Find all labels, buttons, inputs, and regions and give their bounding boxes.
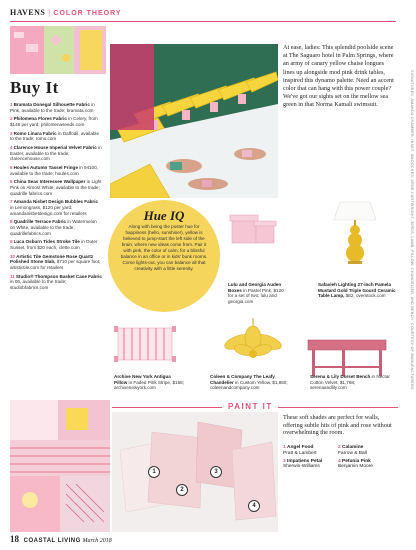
buy-it-item-number: 2 [10, 116, 13, 122]
buy-it-item-title: Clarence House Imperial Velvet Fabric [13, 145, 97, 151]
buy-it-item-detail: in Easter, available to the trade; clarencehouse.com [10, 145, 102, 162]
buy-it-item [10, 179, 102, 196]
leafy-chandelier-image [222, 318, 284, 368]
paint-item-number: 1 [283, 445, 286, 450]
paint-item-name: Petunia Pink [342, 458, 371, 464]
paint-item [283, 445, 338, 457]
buy-it-item-title: Quadrille Terrace Fabric [13, 219, 67, 225]
page-number: 18 [10, 534, 19, 544]
paint-item [283, 459, 338, 471]
buy-it-item [10, 116, 102, 127]
buy-it-item [10, 131, 102, 142]
striped-pillow-image [112, 322, 178, 366]
buy-it-item [10, 165, 102, 176]
paint-it-rule-left [112, 407, 222, 408]
paint-item [338, 459, 393, 471]
buy-it-item-detail: $710 per square foot; artistictile.com for retailers [10, 259, 101, 270]
fabric-swatches-bottom [10, 400, 110, 532]
paint-item-number: 2 [338, 445, 341, 450]
buy-it-item-detail: in Daffodil, available to the trade; romo.com [10, 130, 100, 142]
header-separator: | [48, 8, 51, 17]
buy-it-item [10, 254, 102, 271]
paint-swatch-number-1: 1 [148, 466, 160, 478]
buy-it-item-title: Philomena Flores Fabric [13, 116, 67, 122]
product-caption-bench: Serena & Lily Dorset Bench in Nectar Cotton Velvet, $1,798; serenaandlily.com [310, 374, 390, 391]
product-caption-pillow: Archive New York Antigua Pillow in Faded Pink Stripe, $168; archivenewyork.com [114, 374, 184, 391]
paint-item [338, 445, 393, 457]
buy-it-item-number: 1 [10, 102, 13, 107]
buy-it-item-title: Houles Autumn Tassel Fringe [13, 165, 78, 171]
pool-caption: At ease, ladies: This splendid poolside scene at The Saguaro hotel in Palm Springs, where an army of canary yellow chaise longues lines up alongside mod pink drink tables, inspired this dynamo palette. Need an accent color that can hang with this power couple? We've got our sights set on the mellow sea green in that Norma Kamali swimsuit. [283, 44, 394, 109]
paint-it-list [283, 445, 397, 472]
fabric-swatches-top [10, 26, 106, 74]
buy-it-item-title: Romo Linara Fabric [13, 130, 57, 136]
pink-bench-image [306, 336, 388, 378]
buy-it-item-number: 4 [10, 145, 13, 151]
brand-label: HAVENS [10, 8, 46, 17]
header-rule [10, 21, 396, 22]
paint-item-brand: Farrow & Ball [338, 450, 367, 456]
buy-it-item-detail: in 94100, available to the trade; houles.com [10, 165, 99, 176]
buy-it-item-detail: in Light Pink on Almost White, available to the trade; quadrille fabrics.com [10, 179, 102, 196]
paint-swatch-number-3: 3 [210, 466, 222, 478]
buy-it-item-detail: in Outer Sunset, from $20 each; clette.com [10, 239, 98, 250]
buy-it-item-number: 5 [10, 165, 13, 171]
hue-iq-circle [108, 200, 220, 312]
buy-it-item [10, 145, 102, 162]
magazine-name: COASTAL LIVING [23, 538, 81, 544]
pink-boxes-image [228, 205, 278, 251]
buy-it-list [10, 78, 102, 294]
hue-iq-title: Hue IQ [143, 208, 185, 223]
paint-item-name: Angel Food [287, 445, 314, 450]
buy-it-item [10, 199, 102, 216]
buy-it-item-number: 3 [10, 130, 13, 136]
product-caption-lamp: Safavieh Lighting 27-inch Pamela Mustard Gold Triple Gourd Ceramic Table Lamp, $82; overstock.com [318, 282, 396, 299]
section-label: COLOR THEORY [53, 10, 122, 17]
paint-swatches-image [112, 412, 278, 532]
buy-it-item-number: 7 [10, 199, 13, 205]
buy-it-item-number: 11 [10, 273, 15, 279]
buy-it-item-title: China Seas Interessee Wallpaper [13, 179, 86, 185]
buy-it-item-title: Studio® Thompson Basket Case Fabric [15, 273, 102, 279]
buy-it-item [10, 239, 102, 250]
yellow-gourd-lamp-image [330, 200, 380, 264]
buy-it-item-detail: in Pink, available to the trade; bramata.com [10, 102, 95, 113]
buy-it-item-title: Bramata Donegal Silhouette Fabric [13, 102, 90, 107]
issue-date: March 2018 [82, 538, 112, 544]
buy-it-item-title: Luca Osburn Tides Stroke Tile [13, 239, 80, 245]
buy-it-title: Buy It [10, 78, 59, 97]
product-caption-chandelier: Coleen & Company The Leafy Chandelier in Custom Yellow, $1,850; coleenandcompany.com [210, 374, 288, 391]
paint-item-number: 3 [283, 458, 286, 464]
paint-item-brand: Sherwin-Williams [283, 464, 320, 470]
buy-it-item-number: 10 [10, 253, 16, 259]
buy-it-items [10, 102, 102, 291]
buy-it-item-number: 6 [10, 179, 13, 185]
poolside-photo [110, 44, 278, 198]
paint-swatch-number-2: 2 [176, 484, 188, 496]
paint-item-name: Impatiens Petal [287, 458, 323, 464]
photo-credits: SIGNATURES: AMANDA CHAMBER; INSET: SMOOCHES; ARNE CARTWRIGHT; BIRDS; LAMB; PILLOW; CHANDELIER; AND BENCH: COURTESY OF MANUFACTURERS [410, 70, 414, 390]
paint-item-brand: Benjamin Moore [338, 464, 373, 470]
paint-it-rule-right [278, 407, 398, 408]
buy-it-item-detail: in Celery, from $148 per yard; philomenaseeds.com [10, 116, 98, 127]
paint-it-title: PAINT IT [228, 402, 273, 411]
section-header [10, 8, 122, 17]
swatch-celery-floral [44, 26, 74, 74]
paint-item-brand: Pratt & Lambert [283, 450, 317, 456]
hue-iq-text: Along with being the poster hue for happiness (hello, sunshine!), yellow is believed to jump-start the left side of the brain, where new ideas come from. Pair it with pink, the color of calm, for a blissful balance in an office or in kids' bunk rooms. Come lights-out, you can balance all that creativity with a little serenity. [120, 224, 208, 271]
buy-it-item [10, 274, 102, 291]
buy-it-item-number: 9 [10, 239, 13, 245]
buy-it-item-title: Amanda Nisbet Design Bubbles Fabric [13, 199, 99, 205]
paint-it-caption: These soft shades are perfect for walls, offering subtle hits of pink and rose without overwhelming the room. [283, 414, 392, 437]
buy-it-item-detail: in Watermelon on White, available to the trade; quadrillefabrics.com [10, 219, 97, 236]
paint-swatch-number-4: 4 [248, 500, 260, 512]
buy-it-item-detail: in Lemongrass, $120 per yard; amandanisbetdesign.com for retailers [10, 205, 87, 216]
page-footer [10, 534, 112, 544]
paint-item-name: Calamine [342, 445, 364, 450]
paint-item-number: 4 [338, 458, 341, 464]
product-caption-boxes: Lulu and Georgia Auden Boxes in Pastel Pink, $120 for a set of two; lulu and georgia.com [228, 282, 284, 304]
buy-it-item [10, 219, 102, 236]
buy-it-item [10, 102, 102, 113]
buy-it-item-title: Artistic Tile Gemstone Rose Quartz Polished Stone Slab, [10, 253, 94, 265]
buy-it-item-number: 8 [10, 219, 13, 225]
buy-it-item-detail: in 06, available to the trade; studiobfabrics.com [10, 279, 67, 290]
